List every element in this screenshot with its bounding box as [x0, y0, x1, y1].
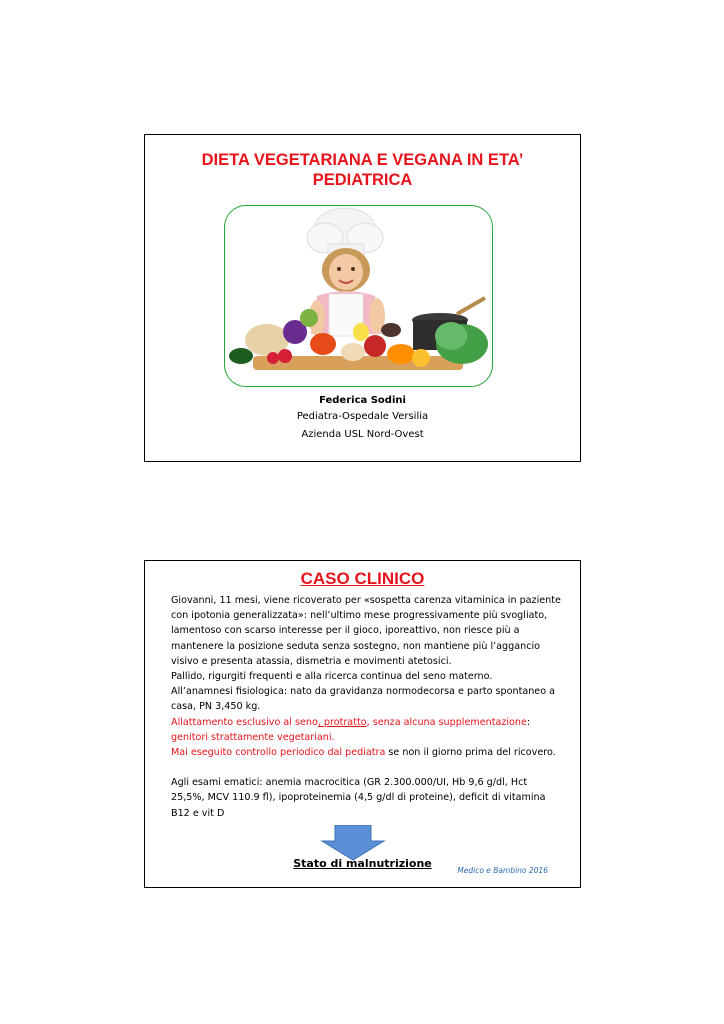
case-description: [171, 593, 562, 821]
author-role: Pediatra-Ospedale Versilia: [296, 411, 429, 422]
down-arrow-icon: [320, 825, 386, 861]
photo-illustration: [225, 206, 492, 386]
case-paragraph-feeding: [171, 715, 562, 745]
citation: Medico e Bambino 2016: [457, 866, 548, 875]
followup-text: se non il giorno prima del ricovero.: [385, 747, 556, 759]
case-paragraph-anamnesis: All’anamnesi fisiologica: nato da gravidanza normodecorsa e parto spontaneo a casa, PN 3,450 kg.: [171, 686, 556, 713]
author-name: Federica Sodini: [319, 395, 406, 406]
case-paragraph-presentation: Giovanni, 11 mesi, viene ricoverato per «sospetta carenza vitaminica in paziente con ipotonia generalizzata»: nell’ultimo mese progressivamente più svogliato, lamentoso con scarso interesse per il gioco, iporeattivo, non riesce più a mantenere la posizione seduta senza sostegno, non mantiene più l’aggancio visivo e presenta atassia, dismetria e movimenti atetosici.: [171, 595, 561, 667]
slide-title: CASO CLINICO: [300, 569, 425, 588]
feeding-parents: genitori strattamente vegetariani.: [171, 731, 335, 743]
title-slide: [144, 134, 581, 462]
title-line-2: PEDIATRICA: [312, 171, 413, 189]
child-chef-vegetables-photo: [224, 205, 493, 387]
feeding-no-supplement: , senza alcuna supplementazione: [366, 716, 527, 728]
feeding-protracted: , protratto: [317, 716, 367, 728]
case-paragraph-labs: Agli esami ematici: anemia macrocitica (GR 2.300.000/UI, Hb 9,6 g/dl, Hct 25,5%, MCV 110.9 fl), ipoproteinemia (4,5 g/dl di proteine), deficit di vitamina B12 e vit D: [171, 777, 546, 819]
slide-title: [145, 150, 580, 190]
conclusion-text: Stato di malnutrizione: [293, 857, 432, 870]
paragraph-spacer: [171, 760, 562, 775]
followup-highlight: Mai eseguito controllo periodico dal pediatra: [171, 747, 386, 759]
case-paragraph-symptoms: Pallido, rigurgiti frequenti e alla ricerca continua del seno materno.: [171, 671, 493, 683]
case-paragraph-followup: [171, 745, 562, 760]
feeding-text: Allattamento esclusivo al seno: [171, 716, 318, 728]
title-line-1: DIETA VEGETARIANA E VEGANA IN ETA’: [201, 151, 524, 169]
case-slide: [144, 560, 581, 888]
feeding-colon: :: [526, 716, 531, 728]
author-organization: Azienda USL Nord-Ovest: [301, 429, 424, 440]
